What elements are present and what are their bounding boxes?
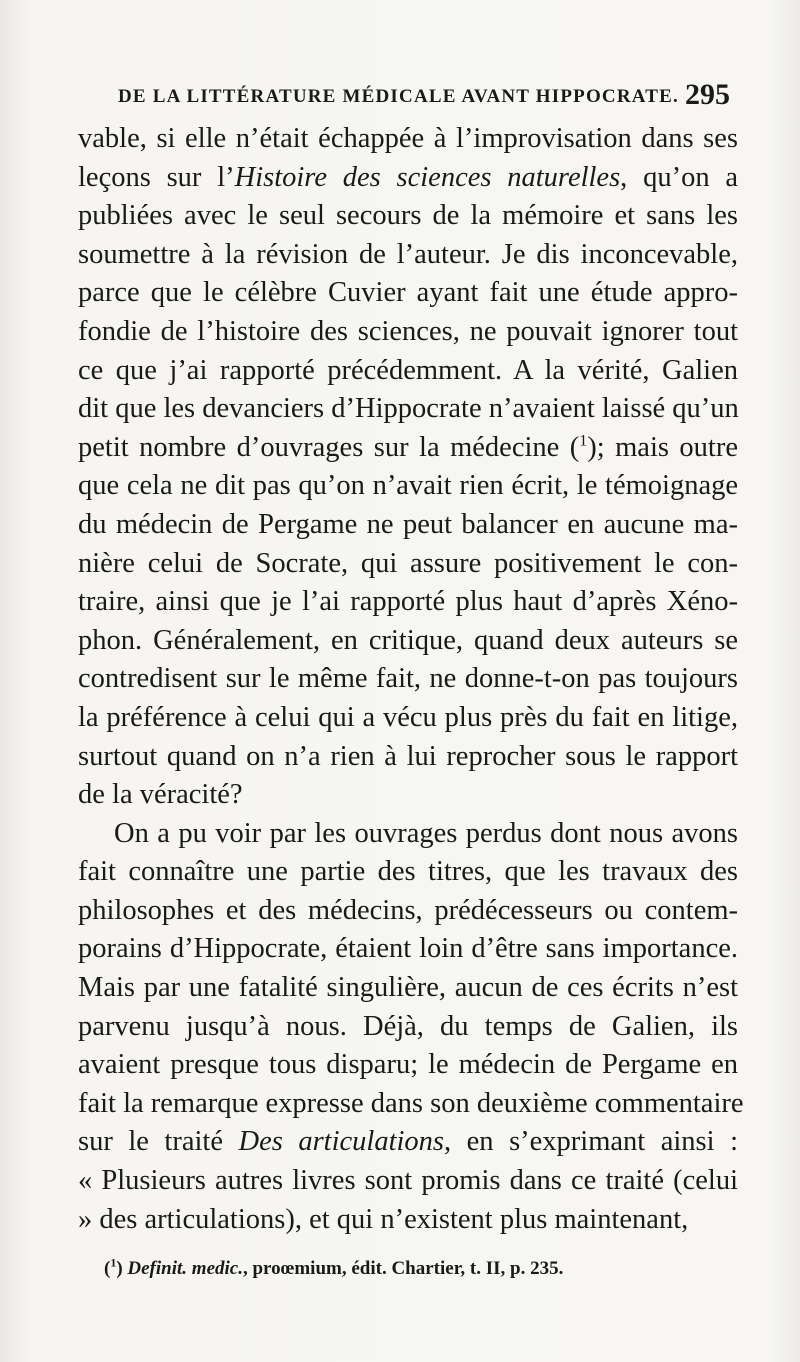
italic-title: Des articulations [238,1126,445,1158]
text-segment: fait la remarque expresse dans son deuxième commentaire [78,1087,744,1119]
text-line [78,622,738,661]
text-line [78,429,738,468]
text-segment: phon. Généralement, en critique, quand deux auteurs se [78,624,738,656]
text-line [78,969,738,1008]
text-segment: philosophes et des médecins, prédécesseurs ou contem- [78,894,738,926]
text-line [78,1162,738,1201]
text-line [78,352,738,391]
text-line [78,313,738,352]
italic-title: Histoire des sciences naturelles [234,161,621,193]
text-line [78,197,738,236]
text-line [78,506,738,545]
text-segment: nière celui de Socrate, qui assure positivement le con- [78,547,738,579]
text-segment: On a pu voir par les ouvrages perdus dont nous avons [114,817,738,849]
text-segment: parvenu jusqu’à nous. Déjà, du temps de Galien, ils [78,1010,738,1042]
footnote-reference: 1 [579,432,588,450]
text-line [78,120,738,159]
text-segment: » des articulations), et qui n’existent plus maintenant, [78,1203,689,1235]
text-line [78,699,738,738]
text-line [78,776,738,815]
text-segment: dit que les devanciers d’Hippocrate n’avaient laissé qu’un [78,393,739,425]
text-line [78,1008,738,1047]
text-segment: que cela ne dit pas qu’on n’avait rien écrit, le témoignage [78,470,738,502]
text-line [78,159,738,198]
text-segment: soumettre à la révision de l’auteur. Je dis inconcevable, [78,238,738,270]
running-title: DE LA LITTÉRATURE MÉDICALE AVANT HIPPOCRATE. [118,86,679,107]
page-number: 295 [685,78,730,111]
text-segment: ce que j’ai rapporté précédemment. A la vérité, Galien [78,354,738,386]
text-line [78,467,738,506]
text-segment: petit nombre d’ouvrages sur la médecine ( [78,431,580,463]
text-line [78,236,738,275]
text-segment: fait connaître une partie des titres, que les travaux des [78,856,738,888]
text-line [78,1085,744,1124]
text-line [78,390,738,429]
text-segment: sur le traité [78,1126,239,1158]
text-line [78,274,738,313]
text-segment: vable, si elle n’était échappée à l’improvisation dans ses [78,123,738,154]
text-segment: du médecin de Pergame ne peut balancer en aucune ma- [78,508,738,540]
text-segment: fondie de l’histoire des sciences, ne pouvait ignorer tout [78,315,738,347]
text-line [78,660,738,699]
text-segment: surtout quand on n’a rien à lui reprocher sous le rapport [78,740,738,772]
text-line [78,583,738,622]
text-segment: , qu’on a [620,161,738,193]
page-header [118,78,730,118]
text-segment: la préférence à celui qui a vécu plus près du fait en litige, [78,701,738,733]
text-line [78,853,738,892]
text-segment: de la véracité? [78,779,243,811]
text-segment: leçons sur l’ [78,161,235,193]
text-segment: Mais par une fatalité singulière, aucun de ces écrits n’est [78,972,738,1004]
footnote-citation: , proœmium, édit. Chartier, t. II, p. 235. [242,1258,564,1279]
text-line [78,1201,738,1240]
text-segment: publiées avec le seul secours de la mémoire et sans les [78,200,738,232]
text-segment: parce que le célèbre Cuvier ayant fait une étude appro- [78,277,738,309]
text-segment: avaient presque tous disparu; le médecin de Pergame en [78,1049,738,1081]
text-segment: traire, ainsi que je l’ai rapporté plus haut d’après Xéno- [78,586,738,618]
footnote: ($^1$) Definit. medic., proœmium, édit. Chartier, t. II, p. 235. [104,1255,564,1279]
body-text [78,120,744,1239]
text-segment: porains d’Hippocrate, étaient loin d’être sans importance. [78,933,738,965]
text-line [78,1123,738,1162]
footnote-title: Definit. medic. [127,1258,243,1279]
text-segment: contredisent sur le même fait, ne donne-t-on pas toujours [78,663,738,695]
text-line [78,815,738,854]
text-line [78,930,738,969]
text-segment: , en s’exprimant ainsi : [444,1126,738,1158]
text-line [78,545,738,584]
text-line [78,738,738,777]
text-segment: ); mais outre [587,431,738,463]
text-segment: « Plusieurs autres livres sont promis dans ce traité (celui [78,1165,738,1197]
footnote-marker: 1 [110,1255,117,1270]
text-line [78,1046,738,1085]
text-line [78,892,738,931]
